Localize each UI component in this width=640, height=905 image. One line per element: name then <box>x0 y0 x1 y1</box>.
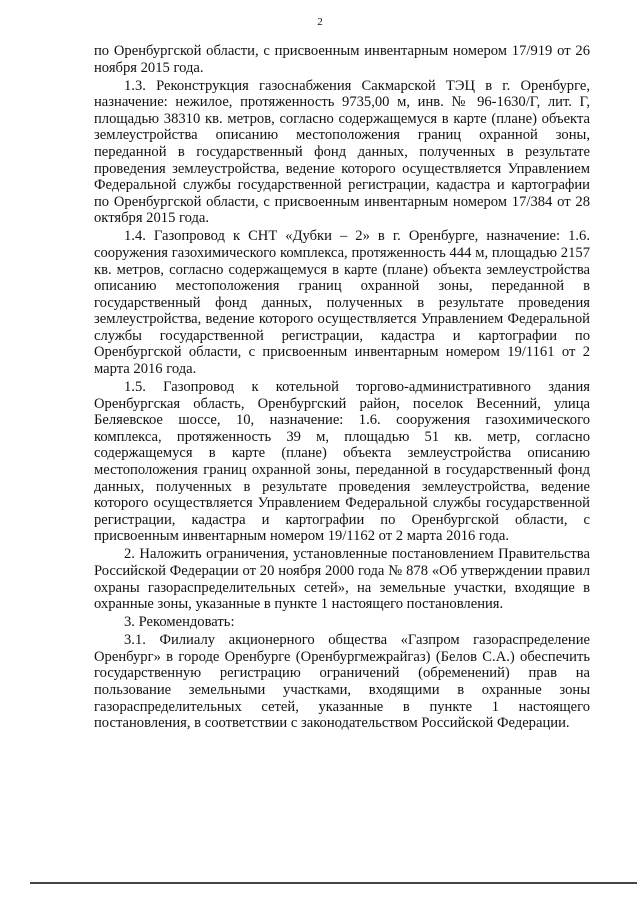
paragraph-continuation: по Оренбургской области, с присвоенным инвентарным номером 17/919 от 26 ноября 2015 года. <box>94 43 590 76</box>
paragraph-2: 2. Наложить ограничения, установленные постановлением Правительства Российской Федерации от 20 ноября 2000 года № 878 «Об утверждении правил охраны газораспределительных сетей», на земельные участки, входящие в охранные зоны, указанные в пункте 1 настоящего постановления. <box>94 546 590 613</box>
paragraph-1-5: 1.5. Газопровод к котельной торгово-административного здания Оренбургская область, Оренбургский район, поселок Весенний, улица Беляевское шоссе, 10, назначение: 1.6. сооружения газохимического комплекса, протяженность 39 м, площадью 51 кв. метр, согласно содержащемуся в карте (плане) объекта землеустройства описанию местоположения границ охранной зоны, переданной в государственный фонд данных, полученных в результате проведения землеустройства, ведение которого осуществляется Управлением Федеральной службы государственной регистрации, кадастра и картографии по Оренбургской области, с присвоенным инвентарным номером 19/1162 от 2 марта 2016 года. <box>94 379 590 545</box>
page-number: 2 <box>317 16 323 28</box>
page-bottom-rule <box>30 882 637 884</box>
paragraph-3: 3. Рекомендовать: <box>124 614 235 631</box>
document-body <box>94 43 590 733</box>
paragraph-3-1: 3.1. Филиалу акционерного общества «Газпром газораспределение Оренбург» в городе Оренбурге (Оренбургмежрайгаз) (Белов С.А.) обеспечить государственную регистрацию ограничений (обременений) прав на пользование земельными участками, входящими в охранные зоны газораспределительных сетей, указанные в пункте 1 настоящего постановления, в соответствии с законодательством Российской Федерации. <box>94 632 590 732</box>
paragraph-1-3: 1.3. Реконструкция газоснабжения Сакмарской ТЭЦ в г. Оренбурге, назначение: нежилое, протяженность 9735,00 м, инв. № 96-1630/Г, лит. Г, площадью 38310 кв. метров, согласно содержащемуся в карте (плане) объекта землеустройства описанию местоположения границ охранной зоны, переданной в государственный фонд данных, полученных в результате проведения землеустройства, ведение которого осуществляется Управлением Федеральной службы государственной регистрации, кадастра и картографии по Оренбургской области, с присвоенным инвентарным номером 17/384 от 28 октября 2015 года. <box>94 77 590 227</box>
paragraph-1-4: 1.4. Газопровод к СНТ «Дубки – 2» в г. Оренбурге, назначение: 1.6. сооружения газохимического комплекса, протяженность 444 м, площадью 2157 кв. метров, согласно содержащемуся в карте (плане) объекта землеустройства описанию местоположения границ охранной зоны, переданной в государственный фонд данных, полученных в результате проведения землеустройства, ведение которого осуществляется Управлением Федеральной службы государственной регистрации, кадастра и картографии по Оренбургской области, с присвоенным инвентарным номером 19/1161 от 2 марта 2016 года. <box>94 228 590 378</box>
